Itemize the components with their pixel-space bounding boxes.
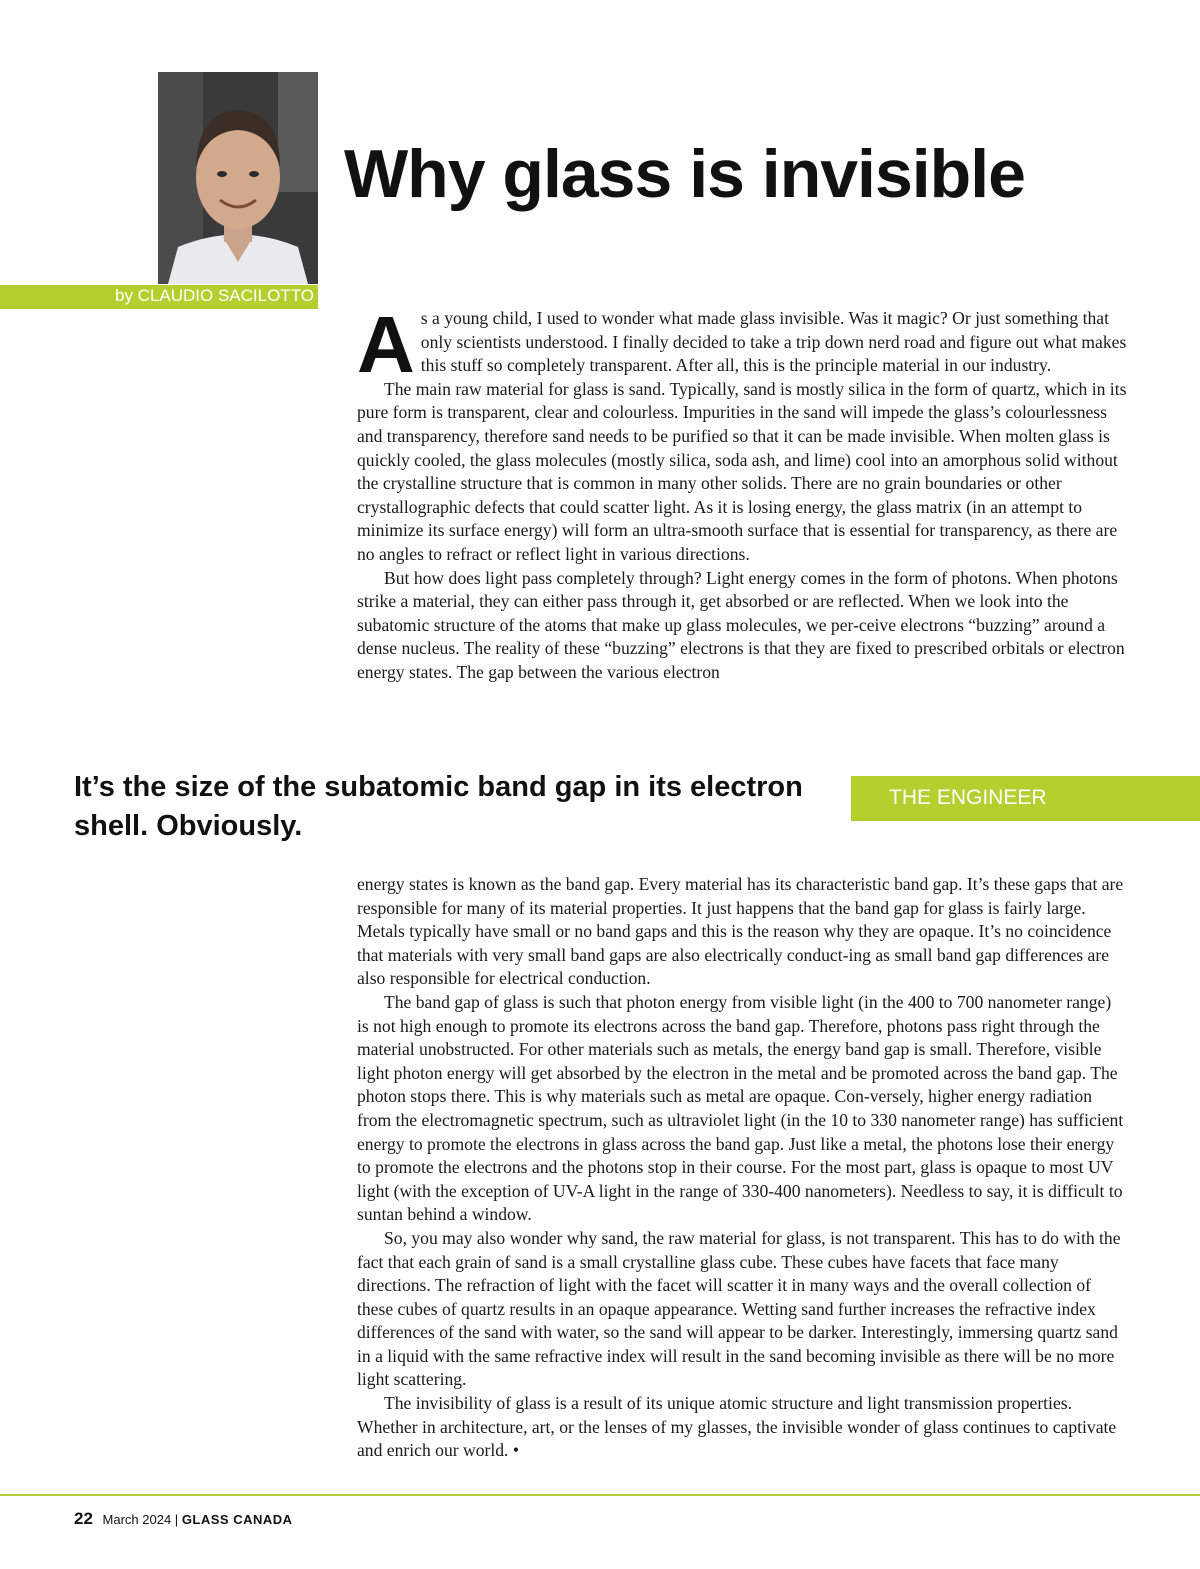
page-number: 22 xyxy=(74,1509,93,1528)
author-photo xyxy=(158,72,318,284)
article-paragraph: energy states is known as the band gap. Every material has its characteristic band gap. It’s these gaps that are responsible for many of its material properties. It just happens that the band gap for glass is fairly large. Metals typically have small or no band gaps and this is the reason why they are opaque. It’s no coincidence that materials with very small band gaps are also electrically conduct-ing as small band gap differences are also responsible for electrical conduction. xyxy=(357,874,1124,989)
article-body-column-1 xyxy=(357,300,1127,685)
article-paragraph xyxy=(357,300,1127,389)
article-title: Why glass is invisible xyxy=(344,136,1025,212)
magazine-name: GLASS CANADA xyxy=(181,1512,293,1527)
issue-date: March 2024 | xyxy=(102,1512,179,1527)
page-footer xyxy=(74,1509,293,1529)
pull-quote: It’s the size of the subatomic band gap in its electron shell. Obviously. xyxy=(74,771,803,842)
article-paragraph: The invisibility of glass is a result of its unique atomic structure and light transmission properties. Whether in architecture, art, or the lenses of my glasses, the invisible wonder of glass continues to captivate and enrich our world. • xyxy=(357,1393,1117,1461)
byline-bar xyxy=(0,285,318,309)
article-body-column-2 xyxy=(357,873,1127,1463)
section-label: THE ENGINEER xyxy=(889,786,1047,809)
article-paragraph: The band gap of glass is such that photon energy from visible light (in the 400 to 700 nanometer range) is not high enough to promote its electrons across the band gap. Therefore, photons pass right through the material unobstructed. For other materials such as metals, the energy band gap is small. Therefore, visible light photon energy will get absorbed by the electron in the metal and be promoted across the band gap. The photon stops there. This is why materials such as metal are opaque. Con-versely, higher energy radiation from the electromagnetic spectrum, such as ultraviolet light (in the 10 to 330 nanometer range) has sufficient energy to promote the electrons in glass across the band gap. Just like a metal, the photons lose their energy to promote the electrons and the photons stop in their course. For the most part, glass is opaque to most UV light (with the exception of UV-A light in the range of 330-400 nanometers). Needless to say, it is difficult to suntan behind a window. xyxy=(357,991,1124,1225)
author-byline: by CLAUDIO SACILOTTO xyxy=(114,286,314,305)
footer-divider xyxy=(0,1494,1200,1496)
article-paragraph: So, you may also wonder why sand, the raw material for glass, is not transparent. This has to do with the fact that each grain of sand is a small crystalline glass cube. These cubes have facets that face many directions. The refraction of light with the facet will scatter it in many ways and the overall collection of these cubes of quartz results in an opaque appearance. Wetting sand further increases the refractive index differences of the sand with water, so the sand will appear to be darker. Interestingly, immersing quartz sand in a liquid with the same refractive index will result in the sand becoming invisible as there will be no more light scattering. xyxy=(357,1227,1121,1390)
drop-cap: A xyxy=(357,300,415,389)
section-tab xyxy=(851,776,1200,821)
paragraph-text: s a young child, I used to wonder what made glass invisible. Was it magic? Or just something that only scientists understood. I finally decided to take a trip down nerd road and figure out what makes this stuff so completely transparent. After all, this is the principle material in our industry. xyxy=(420,308,1127,376)
article-paragraph: The main raw material for glass is sand. Typically, sand is mostly silica in the form of quartz, which in its pure form is transparent, clear and colourless. Impurities in the sand will impede the glass’s colourlessness and transparency, therefore sand needs to be purified so that it can be made invisible. When molten glass is quickly cooled, the glass molecules (mostly silica, soda ash, and lime) cool into an amorphous solid without the crystalline structure that is common in many other solids. There are no grain boundaries or other crystallographic defects that could scatter light. As it is losing energy, the glass matrix (in an attempt to minimize its surface energy) will form an ultra-smooth surface that is essential for transparency, as there are no angles to refract or reflect light in various directions. xyxy=(357,378,1127,564)
author-portrait-image xyxy=(158,72,318,284)
article-paragraph: But how does light pass completely through? Light energy comes in the form of photons. When photons strike a material, they can either pass through it, get absorbed or are reflected. When we look into the subatomic structure of the atoms that make up glass molecules, we per-ceive electrons “buzzing” around a dense nucleus. The reality of these “buzzing” electrons is that they are fixed to prescribed orbitals or electron energy states. The gap between the various electron xyxy=(357,567,1125,682)
